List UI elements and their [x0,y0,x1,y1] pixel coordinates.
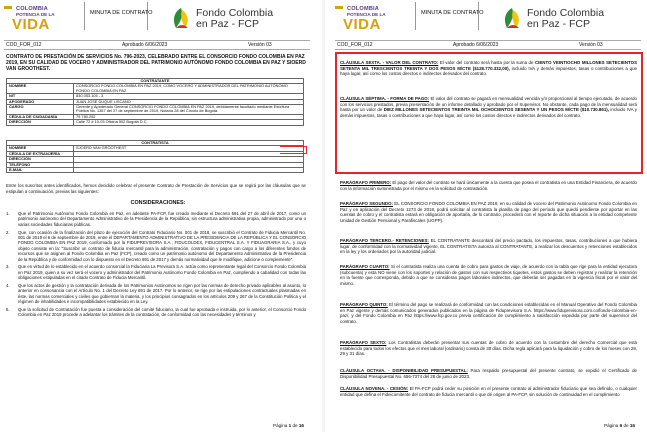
fcp-logo [168,6,308,34]
fcp-logo-line2: en Paz - FCP [527,18,591,30]
contratante-header: CONTRATANTE [7,79,304,84]
document-page-left [0,0,316,432]
contratante-table: CONTRATANTE NOMBRE CONSORCIO FONDO COLOMBIA EN PAZ 2019, COMO VOCERO Y ADMINISTRADOR DEL PATRIMONIO AUTÓNOMO FONDO COLOMBIA EN PAZ NIT 830.053.105 - 3 APODERADO JUAN JOSÉ DUQUE LISCANO CARGO Gerente y Apoderado General CONSORCIO FONDO COLOMBIA EN PAZ 2019, debidamente facultado mediante Escritura Pública No. 1357 del 27 de septiembre de 2019, Notaría 28 del Círculo de Bogotá. CÉDULA DE CIUDADANÍA 79.780.252 DIRECCIÓN Calle 72 # 10-03 Oficina 502 Bogotá D.C. [6,78,304,126]
minuta-title: MINUTA DE CONTRATO [90,10,153,16]
list-item: 3. Que en virtud de lo establecido en el acuerdo consorcial la Fiduciaria La Previsora S.A. actúa como representante legal del Consorcio Fondo Colombia en Paz 2019, quien a su vez será el vocero y administrador del Patrimonio Autónomo Fondo Colombia en Paz, cumpliendo a cabalidad con todas las obligaciones estipuladas en el citado Contrato de Fiducia Mercantil. [6,264,306,281]
colombia-potencia-logo: COLOMBIA POTENCIA DE LA VIDA [335,6,403,38]
page-footer: Página 1 de 16 [273,423,304,428]
doc-approved: Aprobado 6/06/2023 [453,42,499,48]
document-codebar [335,40,641,50]
considerations-title: CONSIDERACIONES: [130,200,186,206]
intro-paragraph: Entre los suscritos antes identificados, hemos decidido celebrar el presente Contrato de Prestación de Servicios que se regirá por las cláusulas que se estipulan a continuación, previas las siguientes: [6,183,306,194]
fcp-logo-line2: en Paz - FCP [196,18,260,30]
page-footer: Página 6 de 16 [604,423,635,428]
doc-code: COD_FOR_012 [6,42,42,48]
paragrafo-quinto: PARÁGRAFO QUINTO: El término del pago se realizará de conformidad con las condiciones establecidas en el Manual Operativo del Fondo Colombia en Paz vigente y demás comunicados generados publicados en la página de Fiduprevisora S.A. https://www.fiduprevisora.com.co/fondo-colombia-en-paz/, y del Fondo Colombia en Paz https://www.fcp.gov.co previa certificación de cumplimiento a satisfacción expedida por parte del supervisor del contrato. [340,302,637,324]
page-divider [322,0,325,432]
fcp-leaf-icon [170,6,192,30]
paragrafo-segundo: PARÁGRAFO SEGUNDO: EL CONSORCIO FONDO COLOMBIA EN PAZ 2019, en su calidad de vocero del Patrimonio Autónomo Fondo Colombia en Paz y en aplicación del Decreto 1273 de 2018, podrá solicitar al contratista la planilla de pago del período que quedó pendiente por aportar en las cuentas de cobro y el contratista estará en obligación de aportarla, de lo contrario, procederá con el reporte de dicha situación a la entidad competente Unidad de Gestión Pensional y Parafiscales (UGPP). [340,201,637,223]
page-header [331,0,647,48]
doc-code: COD_FOR_012 [337,42,373,48]
clausula-octava: CLÁUSULA OCTAVA. - DISPONIBILIDAD PRESUPUESTAL: Para respaldo presupuestal del presente contrato, se expidió el Certificado de Disponibilidad Presupuestal No. 656-7374 del 28 de junio de 2023. [340,368,637,379]
considerations-list [6,211,306,320]
contract-title: CONTRATO DE PRESTACIÓN DE SERVICIOS No. 796-2023, CELEBRADO ENTRE EL CONSORCIO FONDO COLOMBIA EN PAZ 2019, EN SU CALIDAD DE VOCERO Y ADMINISTRADOR DEL PATRIMONIO AUTÓNOMO FONDO COLOMBIA EN PAZ Y SIOERD VAN GROOTHEST. [6,54,306,72]
list-item: 4. Que los actos de gestión y la contratación derivada de los Patrimonios Autónomos se rigen por las normas de derecho privado aplicables al asunto, lo anterior en consonancia con el Artículo No. 1 del Decreto Ley 691 de 2017. Por lo anterior, se rige por las estipulaciones contractuales plasmadas en éste, las normas comerciales y civiles que gobiernan la materia, y los principios consagrados en los artículos 209 y 267 de la Constitución Política y el régimen de inhabilidades e incompatibilidades establecido en la Ley. [6,283,306,305]
doc-version: Versión 03 [579,42,603,48]
document-codebar [4,40,310,50]
fcp-logo-line1: Fondo Colombia [527,7,605,19]
contratista-name: SJOERD VAN GROOTHEST [74,146,304,151]
fcp-leaf-icon [501,6,523,30]
paragrafo-sexto: PARÁGRAFO SEXTO: Los Contratistas deberán presentar sus cuentas de cobro de acuerdo con la costumbre del derecho Comercial que está establecido para todos los efectos que el mes laboral (ordinario) consta de 30 días. Dicha regla aplicará para la liquidación y cobro de los meses con 28, 29 y 31 días. [340,340,637,357]
fcp-logo [499,6,639,34]
paragrafo-primero: PARÁGRAFO PRIMERO: El pago del valor del contrato se hará únicamente a la cuenta que posea el contratista en una Entidad Financiera, de acuerdo con la información suministrada por el mismo en la solicitud de contratación. [340,180,637,191]
minuta-title: MINUTA DE CONTRATO [421,10,484,16]
doc-version: Versión 03 [248,42,272,48]
list-item: 2. Que, con ocasión de la finalización del plazo de ejecución del Contrato Fiduciario No. 001 de 2018, se suscribió el Contrato de Fiducia Mercantil No. 001 de 2019 el 6 de septiembre de 2019, entre el DEPARTAMENTO ADMINISTRATIVO DE LA PRESIDENCIA DE LA REPÚBLICA Y EL CONSORCIO FONDO COLOMBIA EN PAZ 2019, conformado por la FIDUPREVISORA S.A., FIDUCOLDEX, FIDUCENTRAL S.A. Y FIDUAGRARIA S.A., y cuyo objeto consiste en la: "Suscribir un contrato de fiducia mercantil para la administración, contratación y pagos con cargo a los diferentes fondos de recursos que se asignen al Fondo Colombia en Paz (FCP), creado como un patrimonio autónomo del Departamento Administrativo de la Presidencia de la República y de conformidad con lo dispuesto en el Decreto 691 de 2017 y demás normatividad que le modifique, adicione o complemente". [6,229,306,262]
clause-septima: CLÁUSULA SÉPTIMA. - FORMA DE PAGO: El valor del contrato se pagará en mensualidad vencida y/o proporcional al tiempo ejecutado, de acuerdo con los servicios prestados, previa presentación de un informe detallado y aprobado por el Supervisor. No obstante, cada pago de la mensualidad será hasta por un valor de DIEZ MILLONES SETECIENTOS TREINTA MIL OCHOCIENTOS SESENTA Y UN PESOS M/CTE ($10.730.861), incluido IVA y demás impuestos, tasas o contribuciones a que haya lugar, así como los costos directos e indirectos derivados del contrato. [340,96,637,118]
page-header [0,0,316,48]
contratista-table: CONTRATISTA NOMBRE SJOERD VAN GROOTHEST CÉDULA DE EXTRANJERÍA DIRECCIÓN TELÉFONO E-MAIL [6,140,304,173]
clause-sexta: CLÁUSULA SEXTA. - VALOR DEL CONTRATO: El valor del contrato será hasta por la suma de CIENTO VEINTIOCHO MILLONES SETECIENTOS SETENTA MIL TRESCIENTOS TREINTA Y DOS PESOS M/CTE ($128.770.332,00), incluido IVA y demás impuestos, tasas o contribuciones a que haya lugar, así como los costos directos e indirectos derivados del contrato. [340,60,637,77]
list-item: 5. Que la solicitud de Contratación fue puesta a consideración del comité fiduciario, la cual fue aprobada e instruida, por lo anterior, el Consorcio Fondo Colombia en Paz 2019 procede a adelantar los trámites de la contratación, de conformidad con las necesidades y términos y [6,307,306,318]
clausula-novena: CLÁUSULA NOVENA. - CESIÓN: El PA-FCP podrá ceder su posición en el presente contrato al administrador fiduciario que sea definido, o cualquier entidad que defina el Fideicomitente del contrato de fiducia mercantil o que dé origen al PA-FCP, sin solución de continuidad en el cumplimiento [340,386,638,397]
doc-approved: Aprobado 6/06/2023 [122,42,168,48]
contratista-header: CONTRATISTA [7,141,304,146]
list-item: 1. Que el Patrimonio Autónomo Fondo Colombia en Paz, en adelante PA-FCP, fue creado mediante el Decreto 691 del 27 de abril de 2017, como un patrimonio autónomo del Departamento Administrativo de la Presidencia de la República, sin estructura administrativa propia, administrado por una o varias sociedades fiduciarias públicas. [6,211,306,227]
paragrafo-tercero: PARÁGRAFO TERCERO.- RETENCIONES: EL CONTRATANTE descontará del precio pactado, los impuestos, tasas, contribuciones a que hubiera lugar, de conformidad con la normatividad vigente. EL CONTRATISTA autoriza al CONTRATANTE, a realizar los descuentos y retenciones establecidos en la ley y los ordenados por la autoridad judicial. [340,238,638,255]
header-divider [84,2,148,30]
colombia-potencia-logo: COLOMBIA POTENCIA DE LA VIDA [4,6,72,38]
document-page-right [331,0,647,432]
fcp-logo-line1: Fondo Colombia [196,7,274,19]
red-highlight-marker [280,146,307,154]
paragrafo-cuarto: PARÁGRAFO CUARTO: Si el contratista realiza una cuenta de cobro para gastos de viaje, de acuerdo con la tabla que rige para la entidad ejecutora (subcuenta) y esta NO viene con los soportes y relación de gastos con sus respectivos tiquetes, estos gastos se deben registrar y realizar la retención en la fuente que corresponda, debido a que se consideran pagos laborales indirectos, que deberán ser pagadas en la vigencia fiscal por el valor del mismo. [340,264,637,286]
header-divider [415,2,479,30]
